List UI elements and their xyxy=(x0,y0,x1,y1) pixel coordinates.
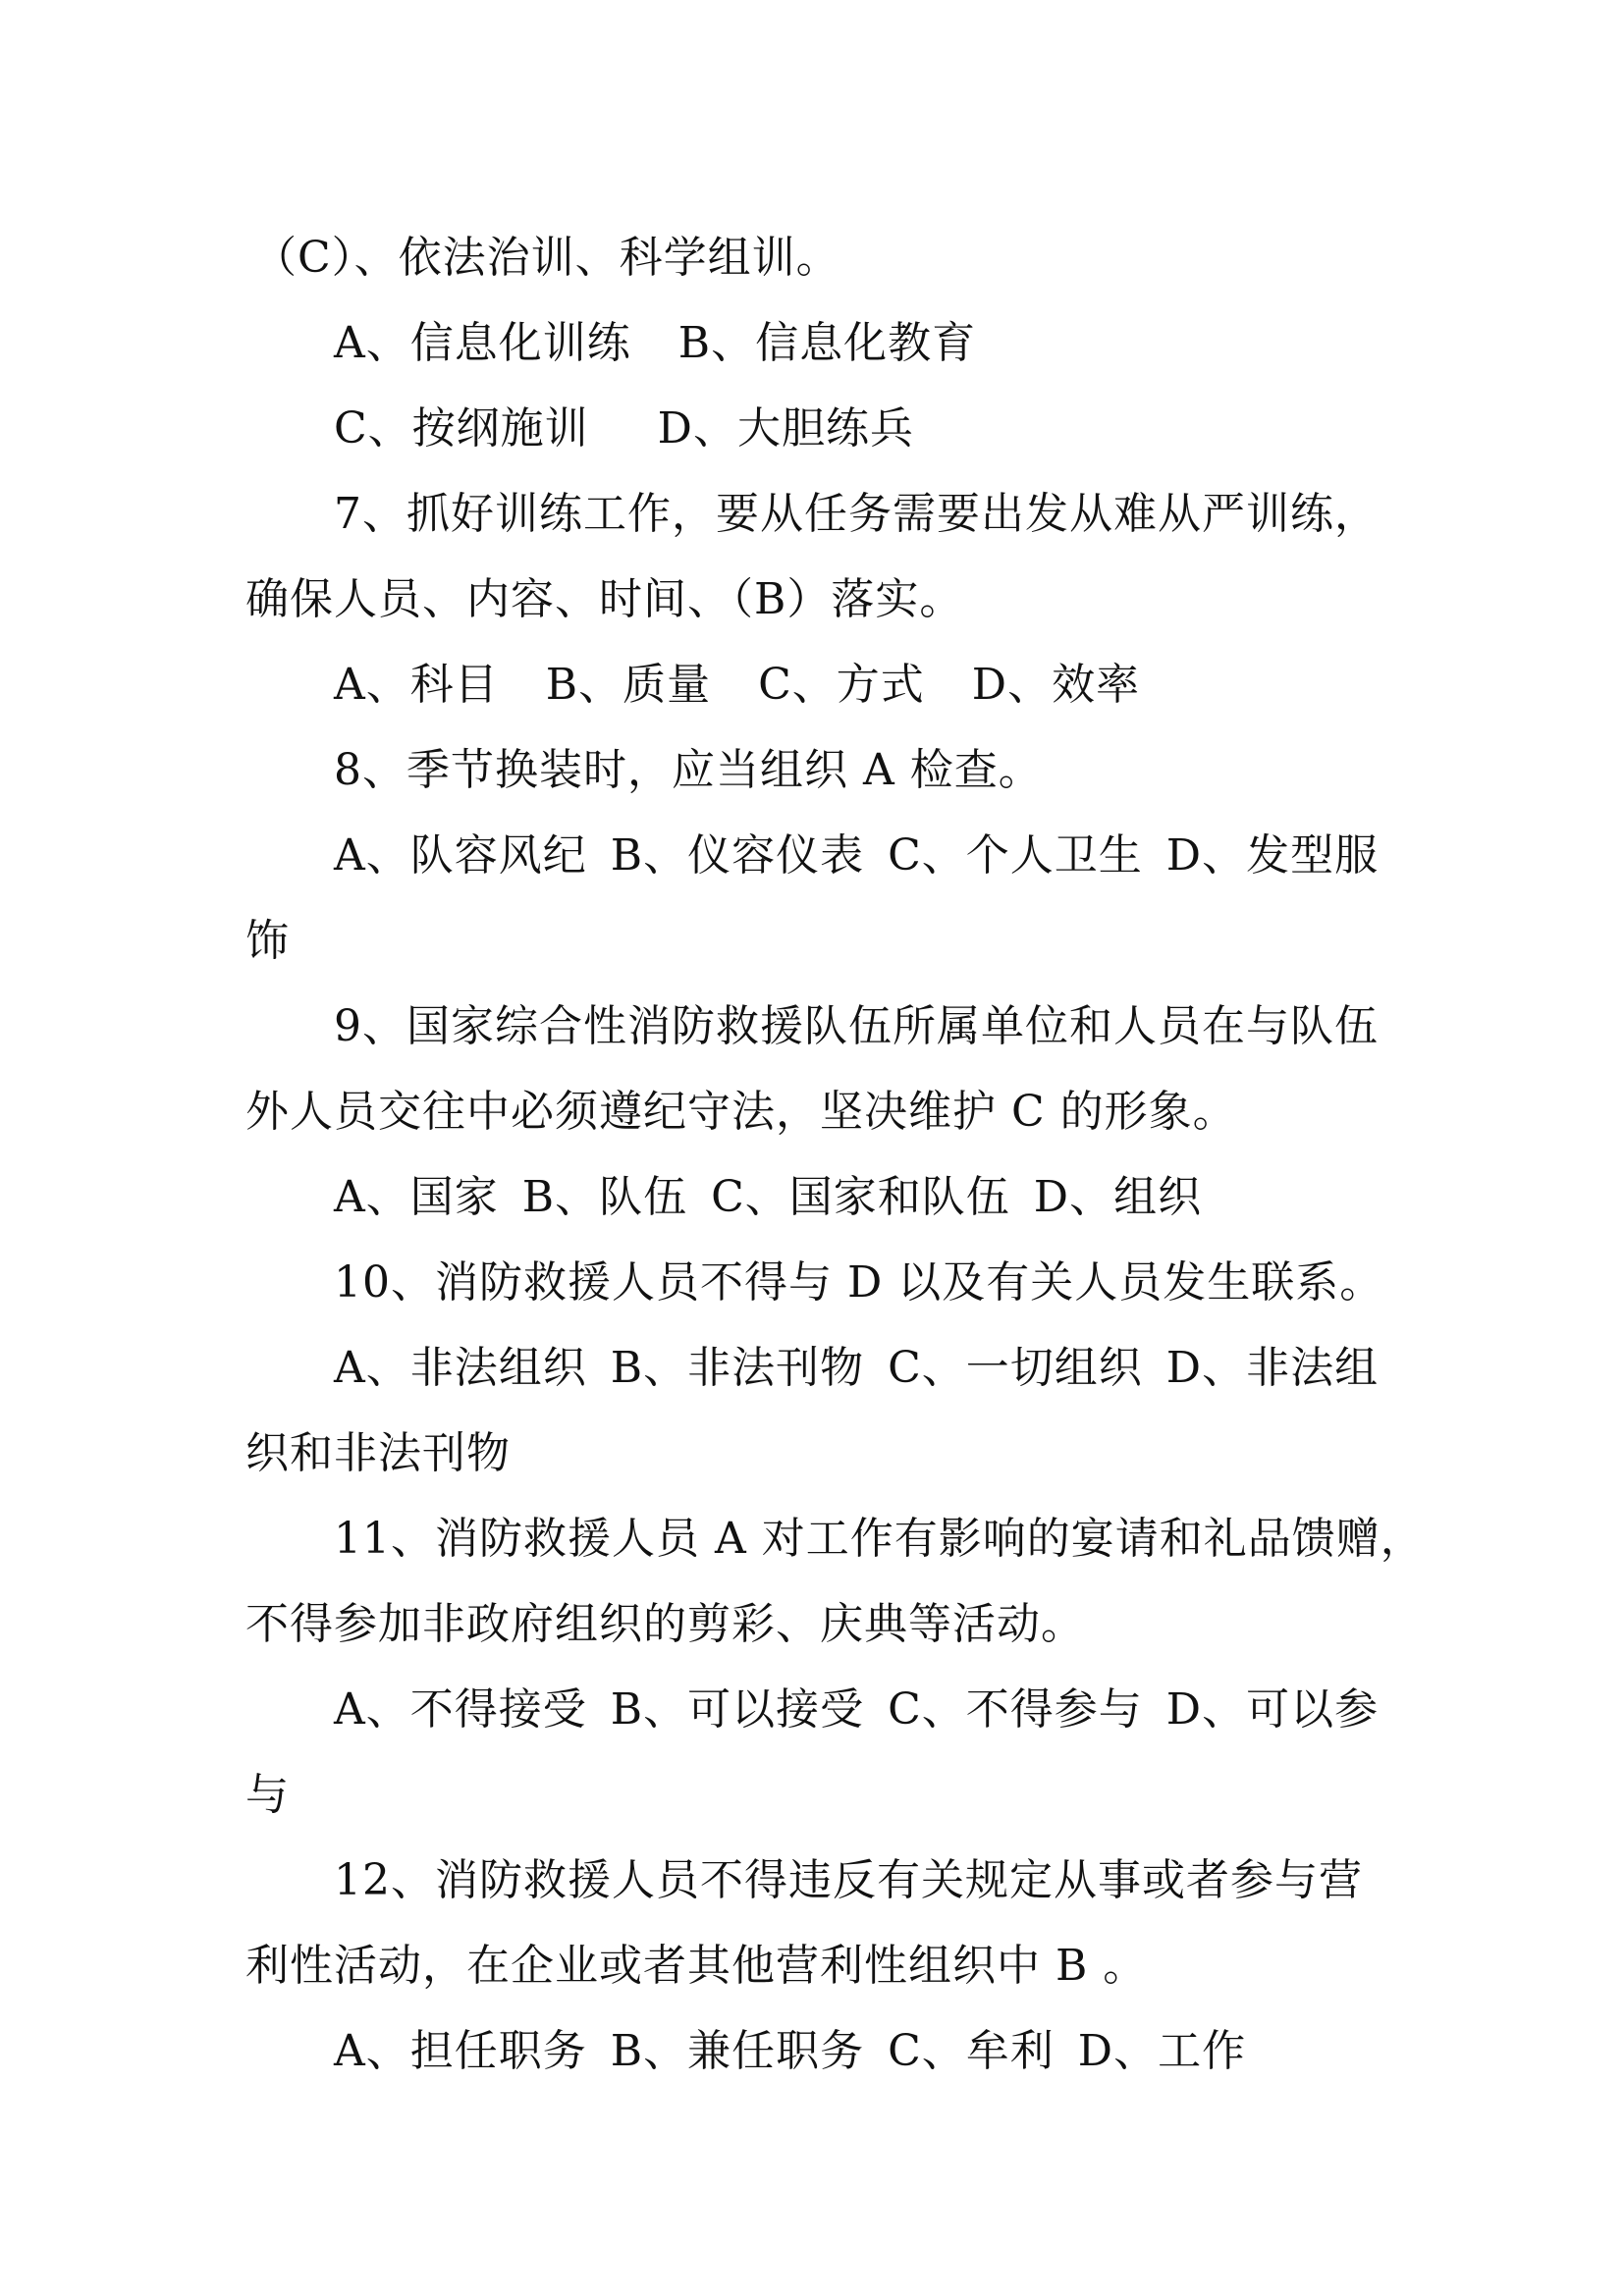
question-7-line-1: 7、抓好训练工作，要从任务需要出发从难从严训练， xyxy=(334,489,1379,539)
question-10-line-1: 10、消防救援人员不得与 D 以及有关人员发生联系。 xyxy=(334,1257,1384,1308)
question-9-line-1: 9、国家综合性消防救援队伍所属单位和人员在与队伍 xyxy=(334,1001,1379,1051)
question-11-line-2: 不得参加非政府组织的剪彩、庆典等活动。 xyxy=(245,1599,1085,1649)
question-12-line-2: 利性活动，在企业或者其他营利性组织中 B 。 xyxy=(245,1941,1148,1991)
options-line-7: A、科目 B、质量 C、方式 D、效率 xyxy=(334,660,1141,710)
question-8-line-1: 8、季节换装时，应当组织 A 检查。 xyxy=(334,745,1043,795)
options-line-6a: A、信息化训练 B、信息化教育 xyxy=(334,318,977,368)
options-line-11: A、不得接受 B、可以接受 C、不得参与 D、可以参 xyxy=(334,1684,1380,1735)
options-line-8: A、队容风纪 B、仪容仪表 C、个人卫生 D、发型服 xyxy=(334,830,1380,881)
options-line-10-wrap: 织和非法刊物 xyxy=(245,1428,511,1478)
question-11-line-1: 11、消防救援人员 A 对工作有影响的宴请和礼品馈赠， xyxy=(334,1514,1425,1564)
options-line-12: A、担任职务 B、兼任职务 C、牟利 D、工作 xyxy=(334,2026,1247,2076)
options-line-6b: C、按纲施训 D、大胆练兵 xyxy=(334,403,914,454)
question-7-line-2: 确保人员、内容、时间、（B）落实。 xyxy=(245,574,964,624)
options-line-10: A、非法组织 B、非法刊物 C、一切组织 D、非法组 xyxy=(334,1343,1380,1393)
options-line-9: A、国家 B、队伍 C、国家和队伍 D、组织 xyxy=(334,1172,1203,1222)
question-12-line-1: 12、消防救援人员不得违反有关规定从事或者参与营 xyxy=(334,1855,1363,1905)
question-9-line-2: 外人员交往中必须遵纪守法，坚决维护 C 的形象。 xyxy=(245,1087,1237,1137)
text-line-1: （C）、依法治训、科学组训。 xyxy=(253,233,840,283)
options-line-11-wrap: 与 xyxy=(245,1770,290,1820)
options-line-8-wrap: 饰 xyxy=(245,916,290,966)
